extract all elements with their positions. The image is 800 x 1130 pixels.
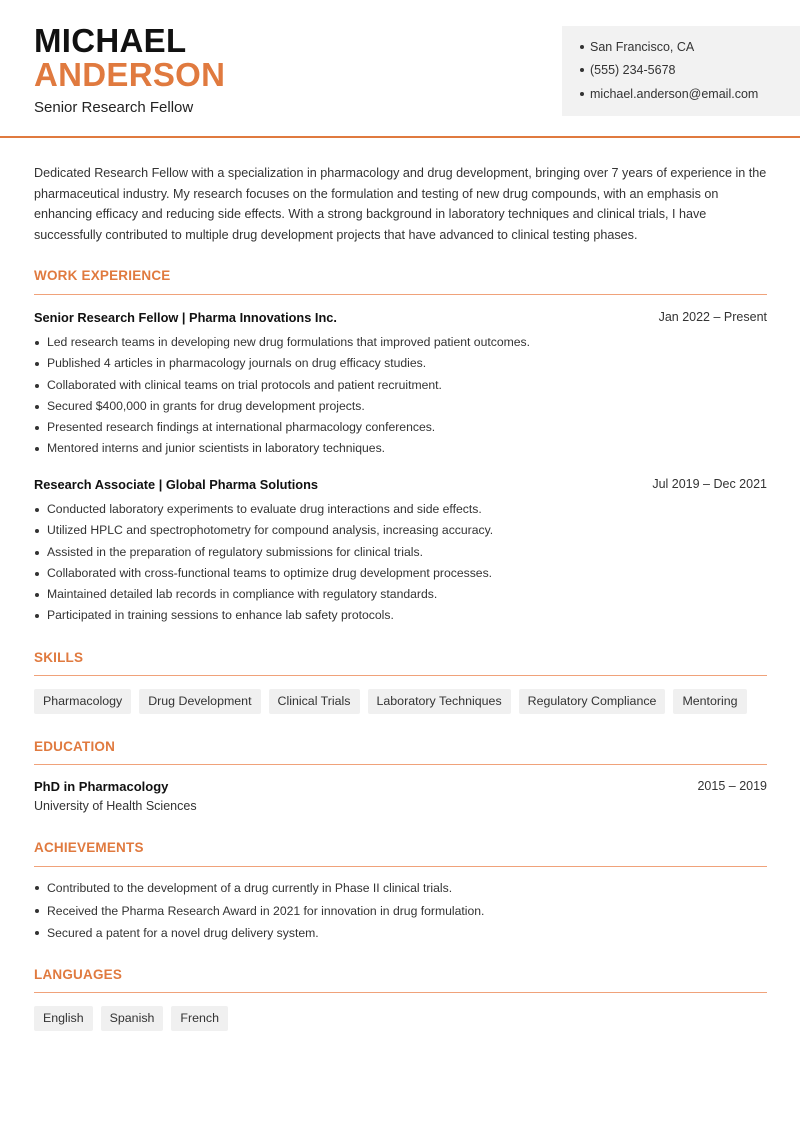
bullet-icon — [580, 68, 584, 72]
job-bullets — [34, 332, 767, 460]
contact-box — [562, 26, 800, 116]
section-divider — [34, 675, 767, 676]
language-tag: Spanish — [101, 1006, 164, 1031]
list-item: Participated in training sessions to enhance lab safety protocols. — [34, 605, 767, 626]
bullet-icon — [580, 45, 584, 49]
contact-email[interactable]: michael.anderson@email.com — [580, 87, 758, 101]
list-item: Received the Pharma Research Award in 2021 for innovation in drug formulation. — [34, 900, 767, 923]
section-divider — [34, 866, 767, 867]
section-title-work: WORK EXPERIENCE — [34, 268, 171, 283]
job-header — [34, 477, 767, 492]
skill-tag: Mentoring — [673, 689, 746, 714]
skill-tag: Drug Development — [139, 689, 260, 714]
list-item: Utilized HPLC and spectrophotometry for compound analysis, increasing accuracy. — [34, 520, 767, 541]
list-item: Collaborated with clinical teams on trial protocols and patient recruitment. — [34, 375, 767, 396]
section-divider — [34, 992, 767, 993]
job-header — [34, 310, 767, 325]
list-item: Conducted laboratory experiments to evaluate drug interactions and side effects. — [34, 499, 767, 520]
language-tag: French — [171, 1006, 228, 1031]
section-divider — [34, 294, 767, 295]
list-item: Maintained detailed lab records in compliance with regulatory standards. — [34, 584, 767, 605]
section-divider — [34, 764, 767, 765]
section-title-skills: SKILLS — [34, 650, 84, 665]
list-item: Collaborated with cross-functional teams to optimize drug development processes. — [34, 563, 767, 584]
list-item: Secured $400,000 in grants for drug development projects. — [34, 396, 767, 417]
job-bullets — [34, 499, 767, 627]
list-item: Presented research findings at international pharmacology conferences. — [34, 417, 767, 438]
skill-tag: Laboratory Techniques — [368, 689, 511, 714]
list-item: Mentored interns and junior scientists in laboratory techniques. — [34, 438, 767, 459]
language-tag: English — [34, 1006, 93, 1031]
education-school: University of Health Sciences — [34, 799, 197, 813]
job-dates: Jan 2022 – Present — [658, 310, 767, 324]
contact-location: San Francisco, CA — [580, 40, 694, 54]
job-role: Research Associate | Global Pharma Solutions — [34, 477, 319, 492]
section-title-languages: LANGUAGES — [34, 967, 123, 982]
languages-list — [34, 1006, 228, 1031]
education-degree: PhD in Pharmacology — [34, 779, 169, 794]
education-dates: 2015 – 2019 — [697, 779, 767, 793]
achievement-bullets — [34, 877, 767, 945]
list-item: Published 4 articles in pharmacology journals on drug efficacy studies. — [34, 353, 767, 374]
skill-tag: Regulatory Compliance — [519, 689, 666, 714]
professional-summary: Dedicated Research Fellow with a specialization in pharmacology and drug development, bringing over 7 years of experience in the pharmaceutical industry. My research focuses on the formulation and testing of new drug compounds, with an emphasis on enhancing efficacy and reducing side effects. With a strong background in laboratory techniques and clinical trials, I have successfully contributed to multiple drug development projects that have advanced to clinical testing phases. — [34, 166, 767, 243]
list-item: Assisted in the preparation of regulatory submissions for clinical trials. — [34, 542, 767, 563]
list-item: Contributed to the development of a drug currently in Phase II clinical trials. — [34, 877, 767, 900]
resume-header — [0, 0, 800, 138]
contact-phone: (555) 234-5678 — [580, 63, 675, 77]
skill-tag: Clinical Trials — [269, 689, 360, 714]
job-dates: Jul 2019 – Dec 2021 — [652, 477, 767, 491]
list-item: Secured a patent for a novel drug delivery system. — [34, 922, 767, 945]
skills-list — [34, 689, 747, 714]
skill-tag: Pharmacology — [34, 689, 131, 714]
list-item: Led research teams in developing new drug formulations that improved patient outcomes. — [34, 332, 767, 353]
bullet-icon — [580, 92, 584, 96]
last-name: ANDERSON — [34, 56, 226, 93]
section-title-education: EDUCATION — [34, 739, 116, 754]
section-title-achievements: ACHIEVEMENTS — [34, 840, 144, 855]
job-title: Senior Research Fellow — [34, 99, 194, 116]
first-name: MICHAEL — [34, 22, 187, 59]
job-role: Senior Research Fellow | Pharma Innovations Inc. — [34, 310, 337, 325]
